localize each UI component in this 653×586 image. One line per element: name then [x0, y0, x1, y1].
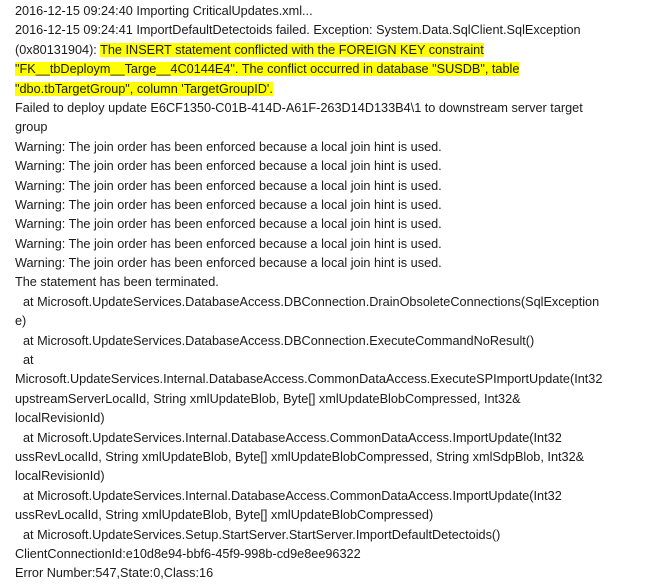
log-line-terminated: The statement has been terminated.: [15, 275, 219, 290]
log-line-warning: Warning: The join order has been enforced because a local join hint is used.: [15, 256, 442, 271]
stack-trace-line: localRevisionId): [15, 411, 105, 426]
stack-trace-line: at Microsoft.UpdateServices.DatabaseAccess.DBConnection.DrainObsoleteConnections(SqlException: [23, 294, 600, 309]
log-line-import-failed: 2016-12-15 09:24:41 ImportDefaultDetectoids failed. Exception: System.Data.SqlClient.SqlException: [15, 23, 581, 38]
log-line-table-column: [15, 80, 643, 99]
log-line-warning: Warning: The join order has been enforced because a local join hint is used.: [15, 159, 442, 174]
exception-code-text: (0x80131904):: [15, 42, 101, 57]
stack-trace-line: at Microsoft.UpdateServices.DatabaseAccess.DBConnection.ExecuteCommandNoResult(): [23, 333, 535, 348]
stack-trace-line: at: [23, 353, 34, 368]
stack-trace-line: upstreamServerLocalId, String xmlUpdateBlob, Byte[] xmlUpdateBlobCompressed, Int32&: [15, 391, 521, 406]
error-number-line: Error Number:547,State:0,Class:16: [15, 566, 214, 581]
log-document: [15, 2, 643, 584]
stack-trace-line: at Microsoft.UpdateServices.Internal.DatabaseAccess.CommonDataAccess.ImportUpdate(Int32: [23, 488, 562, 503]
highlighted-error-text: "FK__tbDeploym__Targe__4C0144E4". The conflict occurred in database "SUSDB", table: [15, 62, 520, 77]
stack-trace-line: at Microsoft.UpdateServices.Internal.DatabaseAccess.CommonDataAccess.ImportUpdate(Int32: [23, 430, 562, 445]
stack-trace-line: Microsoft.UpdateServices.Internal.DatabaseAccess.CommonDataAccess.ExecuteSPImportUpdate(Int32: [15, 372, 603, 387]
stack-trace-line: ussRevLocalId, String xmlUpdateBlob, Byte[] xmlUpdateBlobCompressed, String xmlSdpBlob, Int32&: [15, 449, 585, 464]
log-line-exception-code: [15, 41, 643, 60]
log-line-warning: Warning: The join order has been enforced because a local join hint is used.: [15, 139, 442, 154]
log-line-deploy-failed: Failed to deploy update E6CF1350-C01B-414D-A61F-263D14D133B4\1 to downstream server target: [15, 100, 583, 115]
log-line-constraint-name: [15, 60, 643, 79]
log-line-warning: Warning: The join order has been enforced because a local join hint is used.: [15, 236, 442, 251]
client-connection-id: ClientConnectionId:e10d8e94-bbf6-45f9-998b-cd9e8ee96322: [15, 546, 361, 561]
stack-trace-line: ussRevLocalId, String xmlUpdateBlob, Byte[] xmlUpdateBlobCompressed): [15, 508, 434, 523]
log-line-warning: Warning: The join order has been enforced because a local join hint is used.: [15, 197, 442, 212]
highlighted-error-text: "dbo.tbTargetGroup", column 'TargetGroupID'.: [15, 81, 273, 96]
stack-trace-line: e): [15, 314, 27, 329]
stack-trace-line: localRevisionId): [15, 469, 105, 484]
log-line-warning: Warning: The join order has been enforced because a local join hint is used.: [15, 178, 442, 193]
log-line-deploy-failed-cont: group: [15, 120, 48, 135]
highlighted-error-text: The INSERT statement conflicted with the FOREIGN KEY constraint: [100, 42, 484, 57]
log-line-import-critical: 2016-12-15 09:24:40 Importing CriticalUpdates.xml...: [15, 4, 313, 18]
log-line-warning: Warning: The join order has been enforced because a local join hint is used.: [15, 217, 442, 232]
stack-trace-line: at Microsoft.UpdateServices.Setup.StartServer.StartServer.ImportDefaultDetectoids(): [23, 527, 501, 542]
